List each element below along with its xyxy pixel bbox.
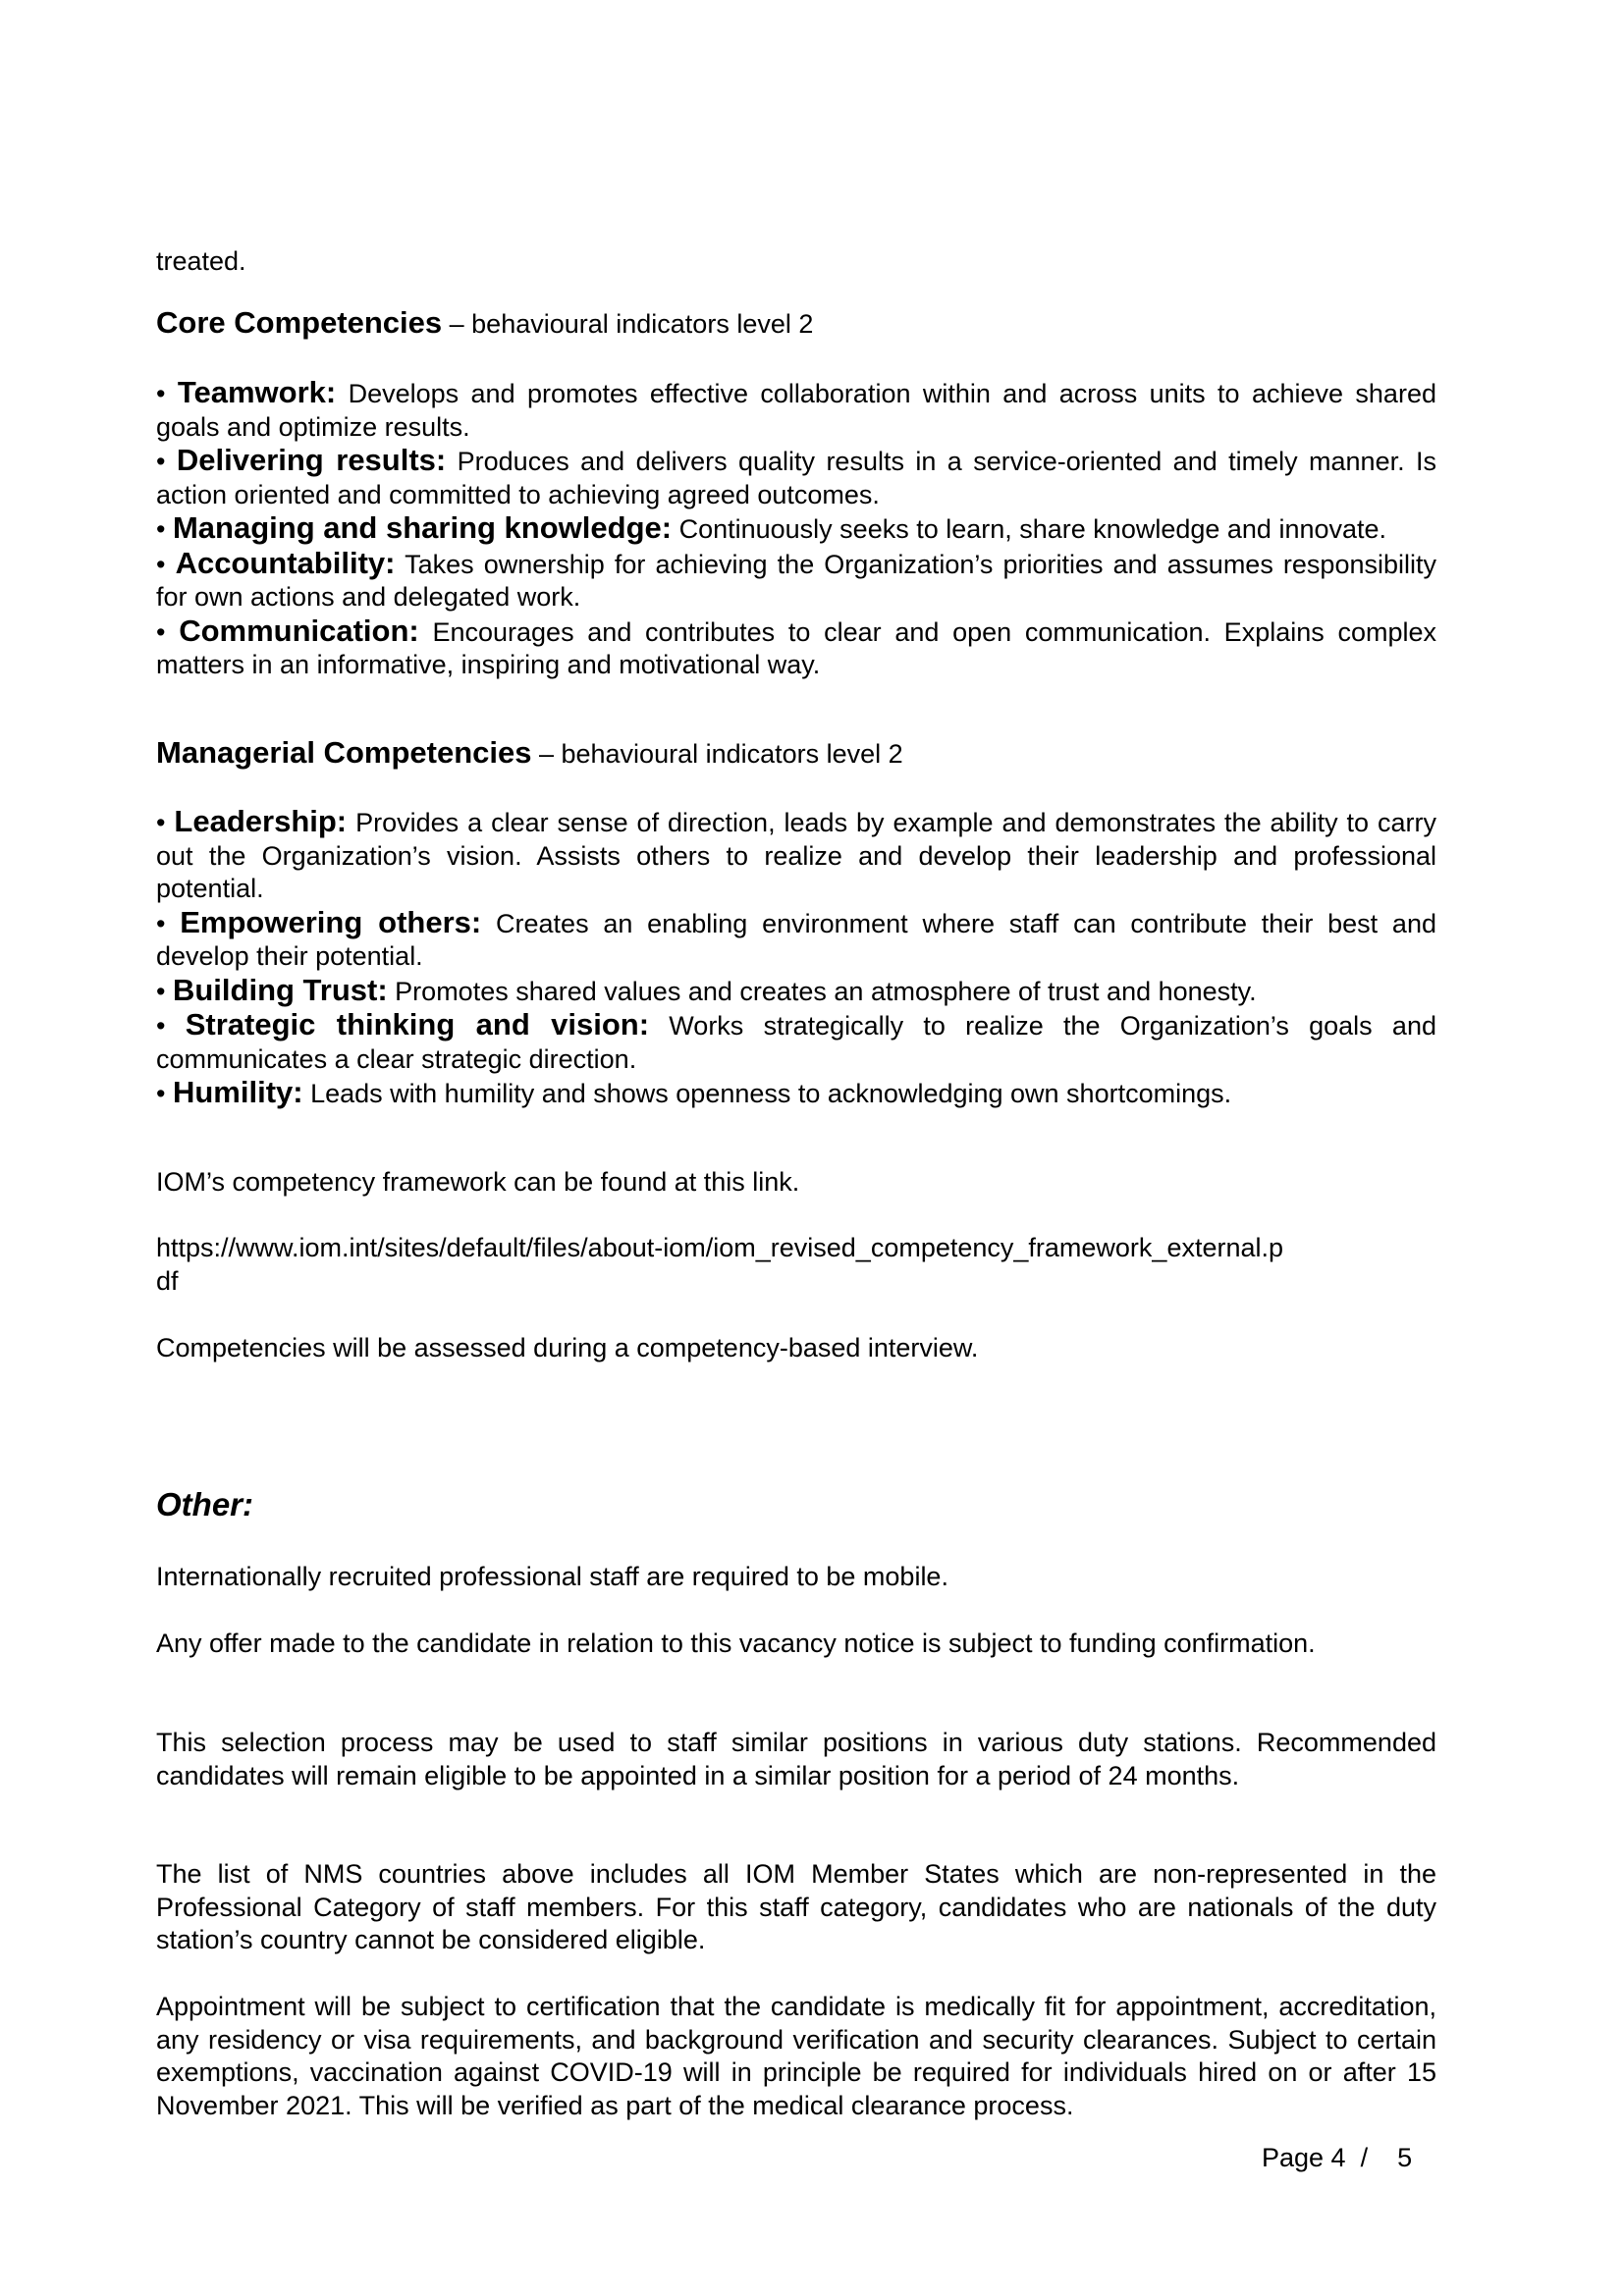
list-item: • Building Trust: Promotes shared values and creates an atmosphere of trust and honesty. xyxy=(156,972,1257,1007)
other-paragraph: Any offer made to the candidate in relation to this vacancy notice is subject to funding confirmation. xyxy=(156,1629,1316,1658)
framework-link-line[interactable]: https://www.iom.int/sites/default/files/about-iom/iom_revised_competency_framework_external.p xyxy=(156,1233,1284,1262)
managerial-competencies-title: Managerial Competencies xyxy=(156,735,532,770)
assessment-note: Competencies will be assessed during a competency-based interview. xyxy=(156,1333,979,1362)
core-competencies-subtitle: – behavioural indicators level 2 xyxy=(442,309,814,339)
list-item: • Teamwork: Develops and promotes effective collaboration within and across units to achieve shared goals and optimize results. xyxy=(156,375,1436,442)
list-item: • Accountability: Takes ownership for achieving the Organization’s priorities and assumes responsibility for own actions and delegated work. xyxy=(156,545,1436,612)
core-competencies-list xyxy=(156,376,1436,682)
page-number: Page 4 / 5 xyxy=(1262,2143,1413,2172)
other-paragraph: Internationally recruited professional staff are required to be mobile. xyxy=(156,1562,948,1591)
framework-note: IOM’s competency framework can be found at this link. xyxy=(156,1167,800,1197)
core-competencies-title: Core Competencies xyxy=(156,305,443,340)
managerial-competencies-list xyxy=(156,805,1436,1111)
list-item: • Delivering results: Produces and delivers quality results in a service-oriented and timely manner. Is action oriented and committed to achieving agreed outcomes. xyxy=(156,443,1436,509)
other-paragraph: This selection process may be used to staff similar positions in various duty stations. Recommended candidates will remain eligible to be appointed in a similar position for a period of 24 months. xyxy=(156,1728,1436,1790)
other-paragraph: Appointment will be subject to certification that the candidate is medically fit for appointment, accreditation, any residency or visa requirements, and background verification and security clearances. Subject to certain exemptions, vaccination against COVID-19 will in principle be required for individuals hired on or after 15 November 2021. This will be verified as part of the medical clearance process. xyxy=(156,1992,1436,2120)
other-heading: Other: xyxy=(156,1486,253,1522)
managerial-competencies-heading xyxy=(156,736,1436,772)
framework-link[interactable] xyxy=(156,1232,1436,1298)
core-competencies-heading xyxy=(156,306,1436,342)
framework-link-line[interactable]: df xyxy=(156,1265,179,1296)
intro-fragment: treated. xyxy=(156,246,246,276)
list-item: • Leadership: Provides a clear sense of direction, leads by example and demonstrates the ability to carry out the Organization’s vision. Assists others to realize and develop their leadership and professional potential. xyxy=(156,804,1436,903)
list-item: • Strategic thinking and vision: Works strategically to realize the Organization’s goals and communicates a clear strategic direction. xyxy=(156,1007,1436,1074)
list-item: • Managing and sharing knowledge: Continuously seeks to learn, share knowledge and innovate. xyxy=(156,510,1387,545)
managerial-competencies-subtitle: – behavioural indicators level 2 xyxy=(531,739,903,769)
list-item: • Communication: Encourages and contributes to clear and open communication. Explains complex matters in an informative, inspiring and motivational way. xyxy=(156,613,1436,679)
list-item: • Humility: Leads with humility and shows openness to acknowledging own shortcomings. xyxy=(156,1075,1232,1109)
list-item: • Empowering others: Creates an enabling environment where staff can contribute their best and develop their potential. xyxy=(156,904,1436,971)
other-paragraph: The list of NMS countries above includes all IOM Member States which are non-represented in the Professional Category of staff members. For this staff category, candidates who are nationals of the duty station’s country cannot be considered eligible. xyxy=(156,1859,1436,1954)
